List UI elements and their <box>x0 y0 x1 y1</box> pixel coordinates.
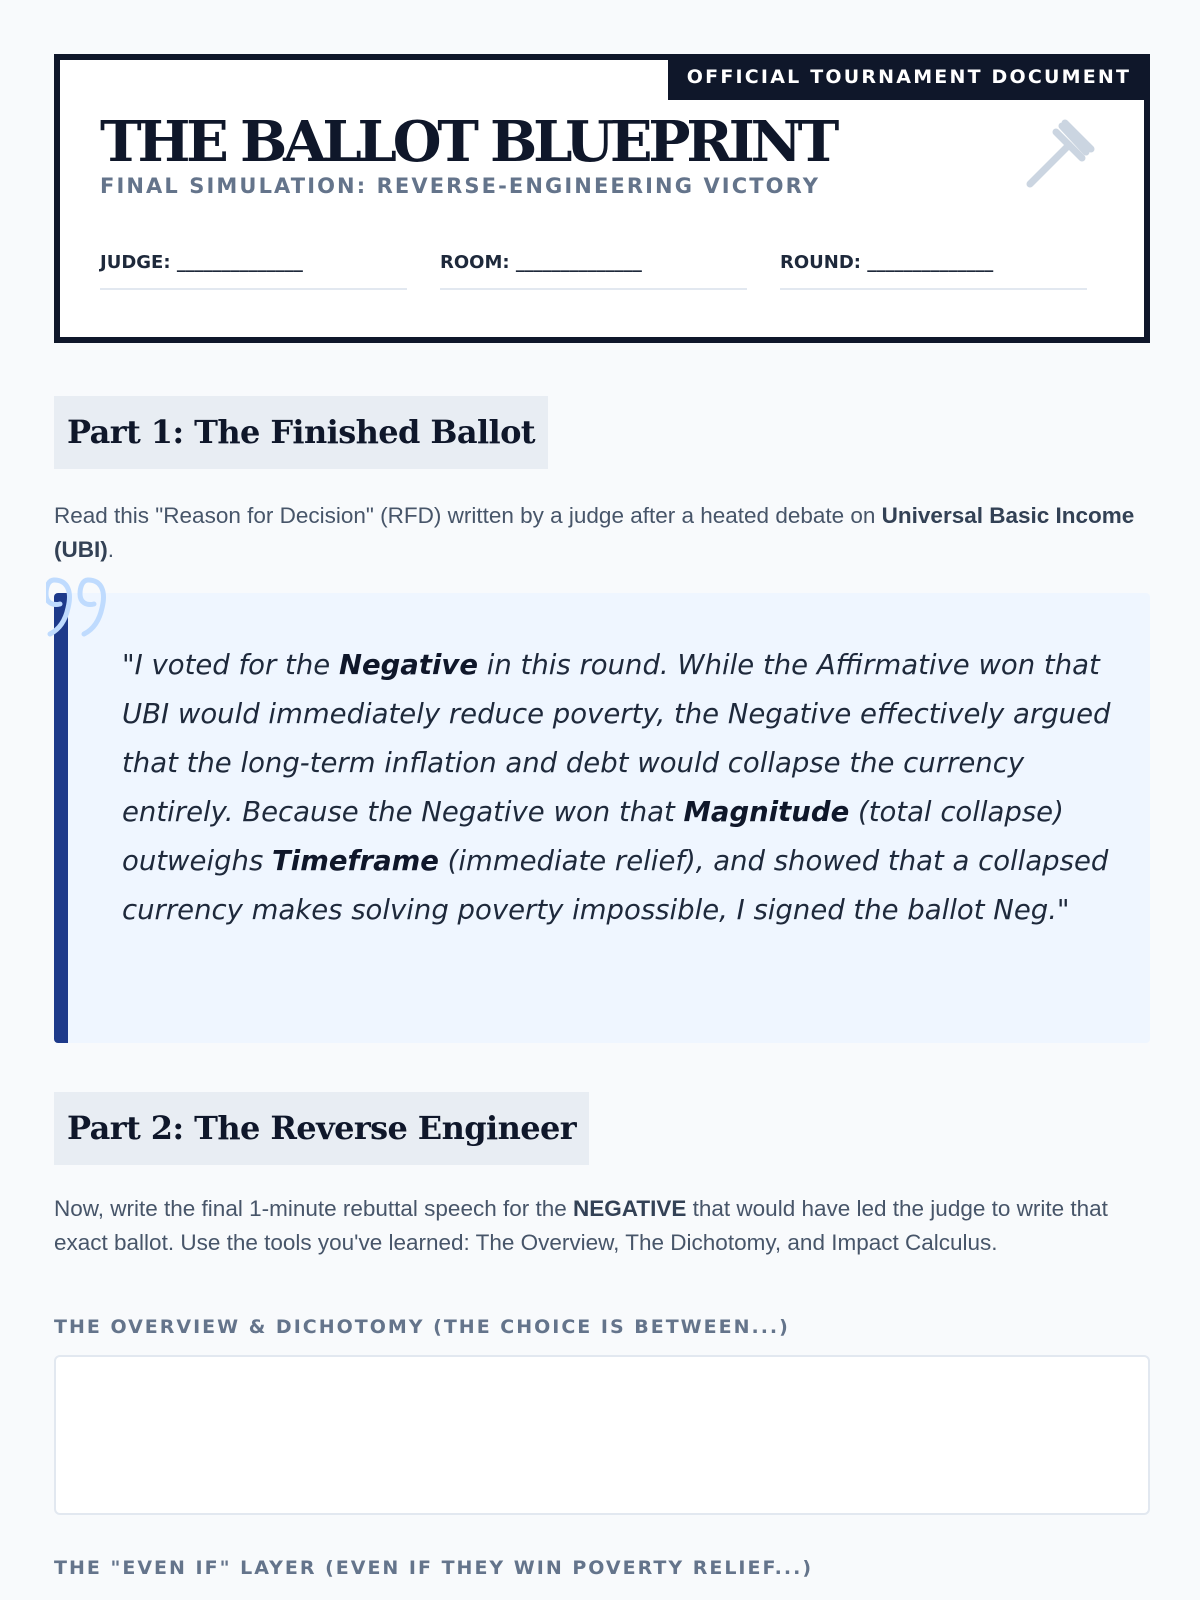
judge-label: JUDGE: <box>100 252 171 273</box>
quote-emphasis: Negative <box>338 649 478 681</box>
rfd-quote <box>54 593 1150 1043</box>
quote-segment: "I voted for the <box>122 649 339 681</box>
part2-heading: Part 2: The Reverse Engineer <box>54 1092 589 1165</box>
room-blank: ______________ <box>515 252 642 273</box>
overview-label: THE OVERVIEW & DICHOTOMY (THE CHOICE IS BETWEEN...) <box>54 1316 790 1338</box>
part1-intro-end: . <box>107 537 114 562</box>
quote-mark-icon <box>46 574 116 644</box>
part2-intro-text: Now, write the final 1-minute rebuttal speech for the <box>54 1196 574 1221</box>
gavel-icon <box>1018 114 1100 196</box>
quote-segment: (total collapse) outweighs <box>122 796 1064 877</box>
part2-intro-end: that would have led the judge to write that exact ballot. Use the tools you've learned: The Overview, The Dichotomy, and Impact Calculus. <box>54 1196 1108 1255</box>
page-title: THE BALLOT BLUEPRINT <box>100 109 836 175</box>
round-field[interactable] <box>780 250 1087 290</box>
judge-blank: ______________ <box>176 252 303 273</box>
quote-segment: in this round. While the Affirmative won that UBI would immediately reduce poverty, the Negative effectively argued that the long-term inflation and debt would collapse the currency entirely. Because the Negative won that <box>122 649 1111 828</box>
judge-field[interactable] <box>100 250 407 290</box>
quote-emphasis: Timeframe <box>272 845 439 877</box>
room-label: ROOM: <box>440 252 510 273</box>
official-document-tag: OFFICIAL TOURNAMENT DOCUMENT <box>668 54 1150 100</box>
part1-heading: Part 1: The Finished Ballot <box>54 396 548 469</box>
room-field[interactable] <box>440 250 747 290</box>
page-subtitle: FINAL SIMULATION: REVERSE-ENGINEERING VICTORY <box>100 174 821 198</box>
worksheet <box>54 54 1150 1579</box>
part1-intro-text: Read this "Reason for Decision" (RFD) written by a judge after a heated debate on <box>54 503 882 528</box>
part2-intro-side: NEGATIVE <box>573 1196 687 1221</box>
part1-intro <box>54 499 1150 567</box>
round-blank: ______________ <box>867 252 994 273</box>
part1-intro-topic: Universal Basic Income (UBI) <box>54 503 1135 562</box>
rfd-quote-text <box>122 641 1122 935</box>
round-label: ROUND: <box>780 252 861 273</box>
quote-segment: (immediate relief), and showed that a collapsed currency makes solving poverty impossible, I signed the ballot Neg." <box>122 845 1109 926</box>
even-if-label: THE "EVEN IF" LAYER (EVEN IF THEY WIN POVERTY RELIEF...) <box>54 1557 814 1579</box>
header-card <box>54 54 1150 343</box>
part2-intro <box>54 1192 1150 1260</box>
quote-emphasis: Magnitude <box>683 796 850 828</box>
overview-answer-input[interactable] <box>54 1355 1150 1515</box>
